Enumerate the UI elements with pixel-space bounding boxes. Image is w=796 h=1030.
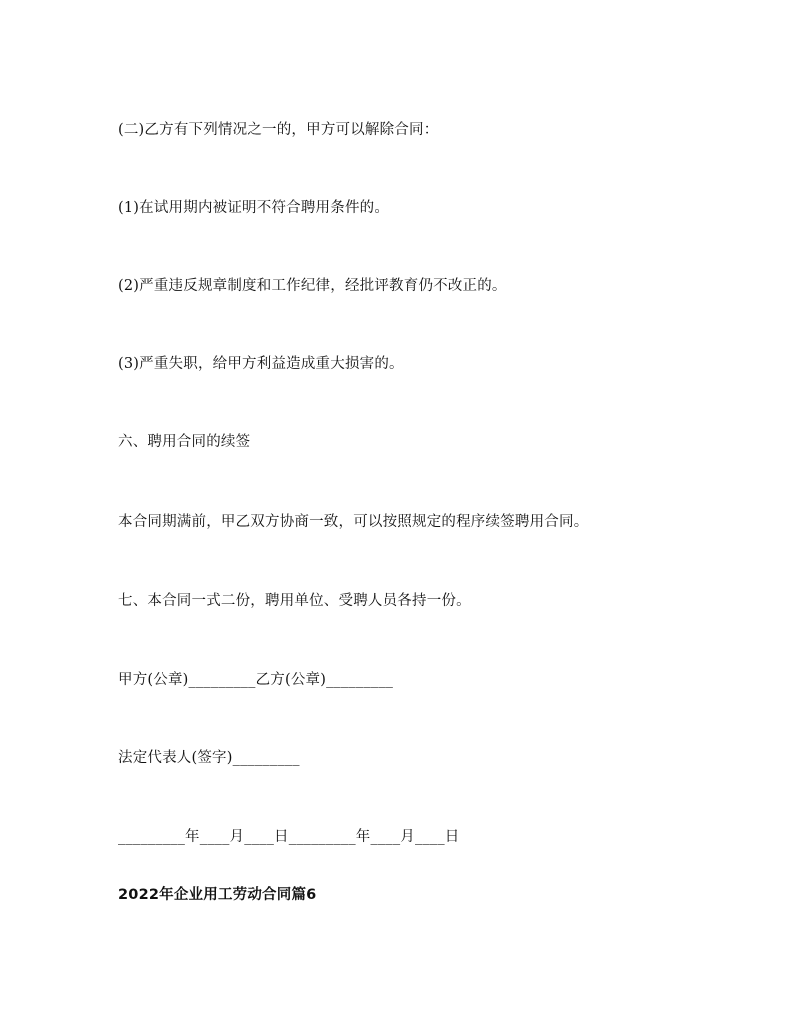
renewal-paragraph: 本合同期满前，甲乙双方协商一致，可以按照规定的程序续签聘用合同。 [118,514,589,530]
clause-termination-intro: (二)乙方有下列情况之一的，甲方可以解除合同： [118,122,439,138]
clause-item-2: (2)严重违反规章制度和工作纪律，经批评教育仍不改正的。 [118,278,507,294]
seal-signature-line: 甲方(公章)_________乙方(公章)_________ [118,672,394,688]
section-copies: 七、本合同一式二份，聘用单位、受聘人员各持一份。 [118,593,471,609]
date-line: _________年____月____日_________年____月____日 [118,829,460,845]
clause-item-1: (1)在试用期内被证明不符合聘用条件的。 [118,200,390,216]
clause-item-3: (3)严重失职，给甲方利益造成重大损害的。 [118,356,404,372]
section-heading-renewal: 六、聘用合同的续签 [118,434,251,450]
legal-representative-line: 法定代表人(签字)_________ [118,750,300,766]
next-contract-heading: 2022年企业用工劳动合同篇6 [118,887,317,903]
